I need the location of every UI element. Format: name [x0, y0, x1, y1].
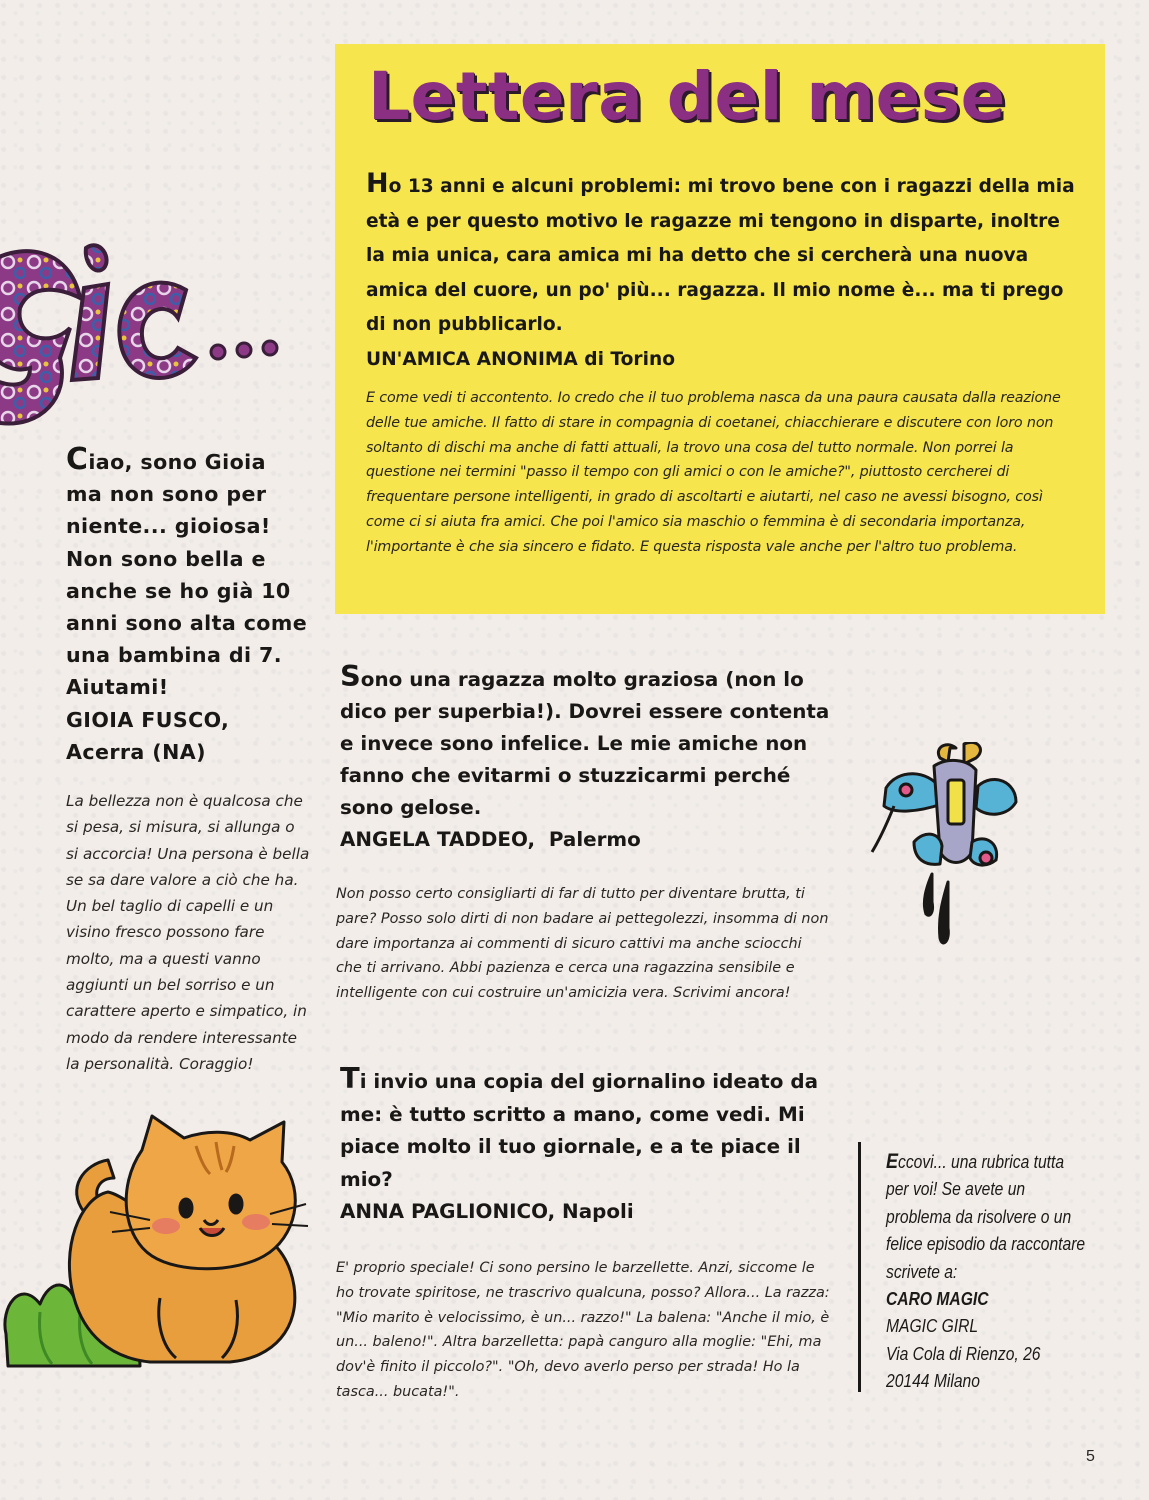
letter-anna-question	[340, 1061, 832, 1229]
letter-anna-answer: E' proprio speciale! Ci sono persino le barzellette. Anzi, siccome le ho trovate spiritose, ne trascrivo qualcuna, posso? Allora... La razza: "Mio marito è velocissimo, è un... razzo!" La balena: "Anche il mio, è un... baleno!". Altra barzelletta: papà canguro alla moglie: "Ehi, ma dov'è finito il piccolo?". "Oh, devo averlo perso per strada! Ho la tasca... bucata!".	[336, 1260, 830, 1400]
rubric-magazine: MAGIC GIRL	[886, 1316, 979, 1337]
dropcap: T	[340, 1061, 360, 1095]
letter-of-month-question	[366, 170, 1078, 377]
letter-of-month-answer: E come vedi ti accontento. Io credo che il tuo problema nasca da una paura causata dalla reazione delle tue amiche. Il fatto di stare in compagnia di coetanei, chiacchierare e discutere con loro non soltanto di dischi ma anche di fatti attuali, la trovo una cosa del tutto normale. Non porrei la questione nei termini "passo il tempo con gli amici o con le amiche?", piuttosto cercherei di frequentare persone intelligenti, in grado di ascoltarti e aiutarti, nel caso ne avessi bisogno, così come ci si aiuta fra amici. Che poi l'amico sia maschio o femmina è di secondaria importanza, l'importante è che sia sincero e fidato. E questa risposta vale anche per l'altro tuo problema.	[366, 390, 1061, 555]
page-number: 5	[1086, 1448, 1095, 1465]
letter-signature: ANGELA TADDEO, Palermo	[340, 828, 641, 851]
rubric-city: 20144 Milano	[886, 1371, 980, 1392]
letter-gioia-question	[66, 442, 308, 768]
letter-signature: ANNA PAGLIONICO, Napoli	[340, 1200, 634, 1223]
dropcap: H	[366, 168, 389, 199]
rubric-divider	[858, 1142, 861, 1392]
question-text: i invio una copia del giornalino ideato da me: è tutto scritto a mano, come vedi. Mi piace molto il tuo giornale, e a te piace il mio?	[340, 1070, 819, 1191]
dropcap: E	[886, 1150, 899, 1173]
signature-last-name: FUSCO,	[141, 707, 230, 732]
cat-illustration	[0, 1108, 318, 1370]
letter-signature	[66, 704, 308, 736]
airplane-illustration	[868, 742, 1020, 948]
rubric-contact-box	[886, 1148, 1086, 1396]
rubric-intro: ccovi... una rubrica tutta per voi! Se avete un problema da risolvere o un felice episodio da raccontare scrivete a:	[886, 1152, 1086, 1282]
page-title: Lettera del mese	[368, 58, 1006, 135]
letter-angela-question	[340, 659, 832, 856]
dropcap: S	[340, 659, 361, 693]
signature-first-name: GIOIA	[66, 707, 134, 732]
letter-gioia-answer: La bellezza non è qualcosa che si pesa, si misura, si allunga o si accorcia! Una persona è bella se sa dare valore a ciò che ha. Un bel taglio di capelli e un visino fresco possono fare molto, ma a questi vanno aggiunti un bel sorriso e un carattere aperto e simpatico, in modo da rendere interessante la personalità. Coraggio!	[66, 792, 310, 1073]
magazine-logo-fragment	[0, 228, 300, 438]
signature-place: Acerra (NA)	[66, 739, 206, 764]
dropcap: C	[66, 442, 89, 477]
question-text: ono una ragazza molto graziosa (non lo dico per superbia!). Dovrei essere contenta e invece sono infelice. Le mie amiche non fanno che evitarmi o stuzzicarmi perché sono gelose.	[340, 668, 830, 819]
question-text: iao, sono Gioia ma non sono per niente... gioiosa! Non sono bella e anche se ho già 10 anni sono alta come una bambina di 7. Aiutami!	[66, 450, 308, 700]
rubric-street: Via Cola di Rienzo, 26	[886, 1343, 1041, 1364]
rubric-recipient: CARO MAGIC	[886, 1289, 989, 1310]
letter-angela-answer: Non posso certo consigliarti di far di tutto per diventare brutta, ti pare? Posso solo dirti di non badare ai pettegolezzi, insomma di non dare importanza ai commenti di sicuro cattivi ma anche sciocchi che ti arrivano. Abbi pazienza e cerca una ragazzina sensibile e intelligente con cui costruire un'amicizia vera. Scrivimi ancora!	[336, 886, 829, 1002]
letter-signature: UN'AMICA ANONIMA di Torino	[366, 348, 675, 370]
question-text: o 13 anni e alcuni problemi: mi trovo bene con i ragazzi della mia età e per questo motivo le ragazze mi tengono in disparte, inoltre la mia unica, cara amica mi ha detto che si cercherà una nuova amica del cuore, un po' più... ragazza. Il mio nome è... ma ti prego di non pubblicarlo.	[366, 176, 1075, 335]
